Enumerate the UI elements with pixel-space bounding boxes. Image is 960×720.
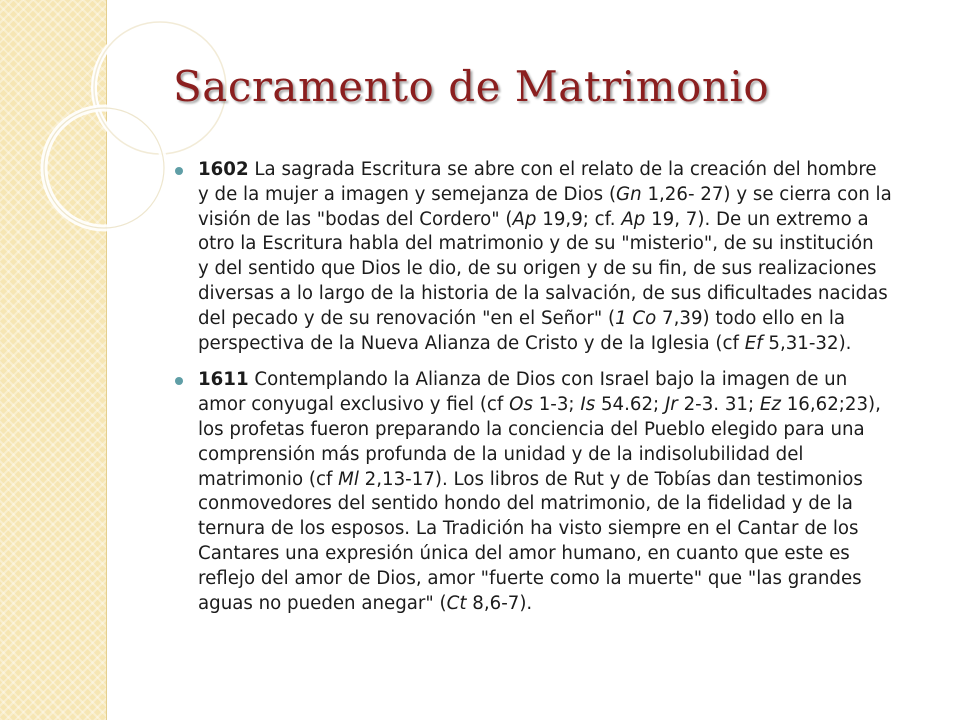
scripture-reference: Ct [446,592,467,614]
paragraph-line [198,492,920,517]
paragraph-line [198,332,920,357]
text-run: matrimonio (cf [198,468,339,490]
text-run: 1,26- 27) y se cierra con la [641,183,892,205]
paragraph-line [198,517,920,542]
paragraph-line [198,307,920,332]
text-run: los profetas fueron preparando la conciencia del Pueblo elegido para una [198,418,865,440]
paragraph-line [198,468,920,493]
text-run: 54.62; [595,394,665,416]
scripture-reference: Gn [616,183,642,205]
paragraph-line [198,393,920,418]
text-run: del pecado y de su renovación "en el Señor" ( [198,307,616,329]
text-run: 16,62;23), [780,394,881,416]
text-run: diversas a lo largo de la historia de la salvación, de sus dificultades nacidas [198,282,888,304]
paragraph-line [198,232,920,257]
text-run: perspectiva de la Nueva Alianza de Cristo y de la Iglesia (cf [198,332,745,354]
bullet-icon [175,377,183,385]
text-run: y del sentido que Dios le dio, de su origen y de su fin, de sus realizaciones [198,258,877,280]
scripture-reference: Ap [621,208,646,230]
paragraph-line [198,567,920,592]
text-run: 19,9; cf. [536,208,622,230]
text-run: comprensión más profunda de la unidad y de la indisolubilidad del [198,443,804,465]
text-run: aguas no pueden anegar" ( [198,592,447,614]
text-run: y de la mujer a imagen y semejanza de Dios ( [198,183,617,205]
text-run: 2-3. 31; [677,394,760,416]
text-run: 8,6-7). [466,592,533,614]
text-run: 1-3; [532,394,581,416]
paragraph-line [198,592,920,617]
bullet-paragraph [175,158,920,356]
text-run: visión de las "bodas del Cordero" ( [198,208,513,230]
paragraph-number: 1611 [198,369,249,391]
paragraph-line [198,443,920,468]
paragraph-line [198,208,920,233]
text-run: La sagrada Escritura se abre con el relato de la creación del hombre [248,159,877,180]
scripture-reference: Jr [664,394,678,416]
text-run: 19, 7). De un extremo a [645,208,869,230]
text-run: 2,13-17). Los libros de Rut y de Tobías dan testimonios [358,468,863,490]
text-run: ternura de los esposos. La Tradición ha visto siempre en el Cantar de los [198,518,859,540]
bullet-icon [175,167,183,175]
text-run: Contemplando la Alianza de Dios con Israel bajo la imagen de un [248,369,848,391]
text-run: amor conyugal exclusivo y fiel (cf [198,394,510,416]
paragraph-line [198,183,920,208]
slide-body [175,158,920,628]
scripture-reference: Ez [759,394,781,416]
paragraph-line [198,282,920,307]
scripture-reference: Os [509,394,533,416]
text-run: 5,31-32). [762,332,852,354]
bullet-paragraph [175,368,920,616]
paragraph-line [198,418,920,443]
paragraph-line [198,542,920,567]
paragraph-line [198,368,920,393]
scripture-reference: Ef [744,332,763,354]
scripture-reference: 1 Co [615,307,657,329]
text-run: Cantares una expresión única del amor humano, en cuanto que este es [198,542,850,564]
slide-title: Sacramento de Matrimonio [173,62,770,111]
scripture-reference: Is [580,394,596,416]
text-run: reflejo del amor de Dios, amor "fuerte como la muerte" que "las grandes [198,567,862,589]
paragraph-number: 1602 [198,159,249,180]
scripture-reference: Ml [338,468,359,490]
text-run: 7,39) todo ello en la [656,307,846,329]
paragraph-line [198,158,920,183]
text-run: conmovedores del sentido hondo del matrimonio, de la fidelidad y de la [198,493,853,515]
scripture-reference: Ap [512,208,537,230]
paragraph-line [198,257,920,282]
text-run: otro la Escritura habla del matrimonio y de su "misterio", de su institución [198,233,874,255]
